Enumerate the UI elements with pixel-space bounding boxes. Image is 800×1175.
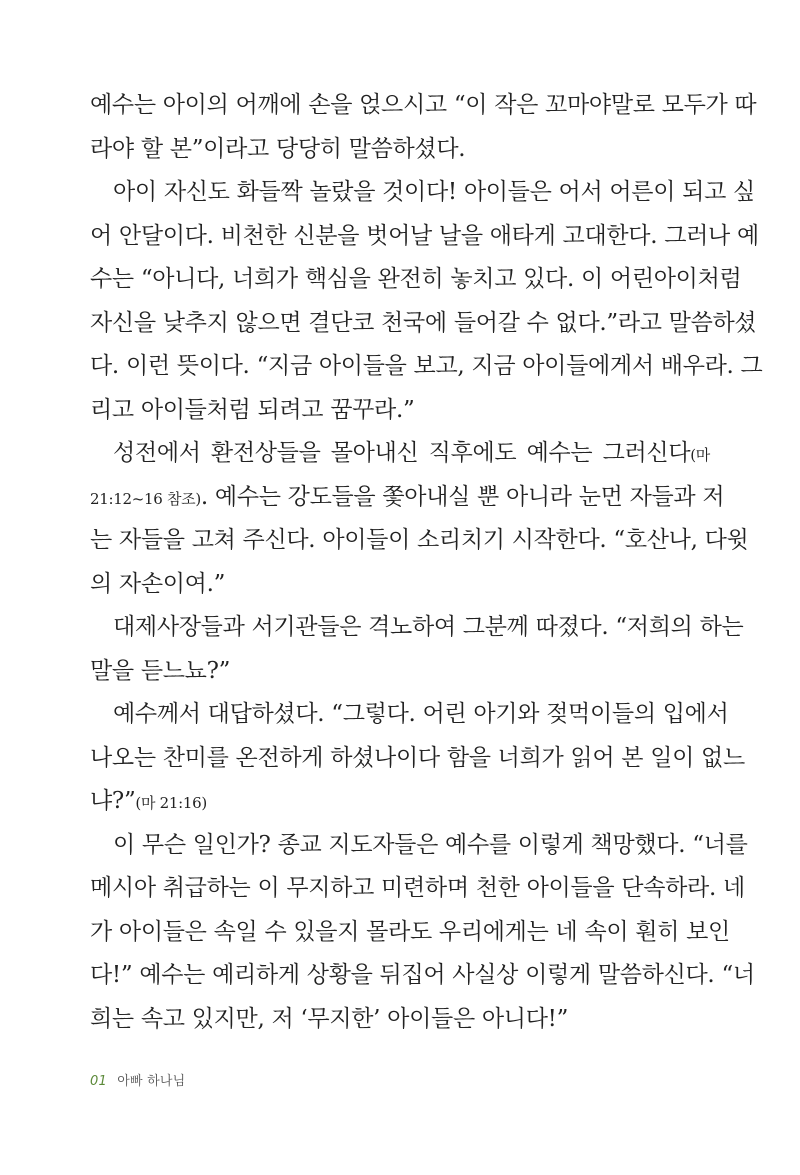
text-line: 어 안달이다. 비천한 신분을 벗어날 날을 애타게 고대한다. 그러나 예 — [90, 222, 759, 249]
text-line: 다!” 예수는 예리하게 상황을 뒤집어 사실상 이렇게 말씀하신다. “너 — [90, 962, 755, 988]
chapter-title: 아빠 하나님 — [117, 1074, 186, 1089]
text-line: 리고 아이들처럼 되려고 꿈꾸라.” — [90, 396, 415, 423]
text-line: 희는 속고 있지만, 저 ‘무지한’ 아이들은 아니다!” — [90, 1005, 569, 1032]
text-line: 말을 듣느뇨?” — [90, 657, 231, 684]
text-segment: 냐?” — [90, 788, 136, 814]
text-line: 는 자들을 고쳐 주신다. 아이들이 소리치기 시작한다. “호산나, 다윗 — [90, 527, 749, 553]
text-segment: . 예수는 강도들을 쫓아내실 뿐 아니라 눈먼 자들과 저 — [200, 483, 725, 510]
text-line: 메시아 취급하는 이 무지하고 미련하며 천한 아이들을 단속하라. 네 — [90, 875, 745, 901]
text-line: 수는 “아니다, 너희가 핵심을 완전히 놓치고 있다. 이 어린아이처럼 — [90, 266, 742, 292]
text-line: 다. 이런 뜻이다. “지금 아이들을 보고, 지금 아이들에게서 배우라. 그 — [90, 353, 763, 379]
text-line: 대제사장들과 서기관들은 격노하여 그분께 따졌다. “저희의 하는 — [113, 614, 744, 640]
text-line: 자신을 낮추지 않으면 결단코 천국에 들어갈 수 없다.”라고 말씀하셨 — [90, 309, 757, 336]
text-line — [90, 432, 710, 476]
text-line: 가 아이들은 속일 수 있을지 몰라도 우리에게는 네 속이 훤히 보인 — [90, 918, 730, 945]
text-segment: 성전에서 환전상들을 몰아내신 직후에도 예수는 그러신다 — [113, 440, 691, 466]
text-line: 의 자손이여.” — [90, 570, 226, 597]
scripture-reference: (마 — [690, 446, 710, 464]
text-line: 예수께서 대답하셨다. “그렇다. 어린 아기와 젖먹이들의 입에서 — [113, 701, 729, 727]
page-body — [90, 84, 763, 1041]
text-line: 예수는 아이의 어깨에 손을 얹으시고 “이 작은 꼬마야말로 모두가 따 — [90, 92, 757, 118]
page-footer — [90, 1070, 185, 1089]
text-line — [90, 780, 710, 824]
text-line: 라야 할 본”이라고 당당히 말씀하셨다. — [90, 135, 466, 162]
text-line: 아이 자신도 화들짝 놀랐을 것이다! 아이들은 어서 어른이 되고 싶 — [113, 179, 755, 205]
scripture-reference: 21:12~16 참조) — [90, 489, 201, 508]
scripture-reference: (마 21:16) — [135, 794, 207, 812]
text-line: 나오는 찬미를 온전하게 하셨나이다 함을 너희가 읽어 본 일이 없느 — [90, 744, 745, 771]
text-line: 이 무슨 일인가? 종교 지도자들은 예수를 이렇게 책망했다. “너를 — [113, 831, 748, 858]
chapter-number: 01 — [90, 1074, 107, 1089]
text-line — [90, 476, 725, 520]
